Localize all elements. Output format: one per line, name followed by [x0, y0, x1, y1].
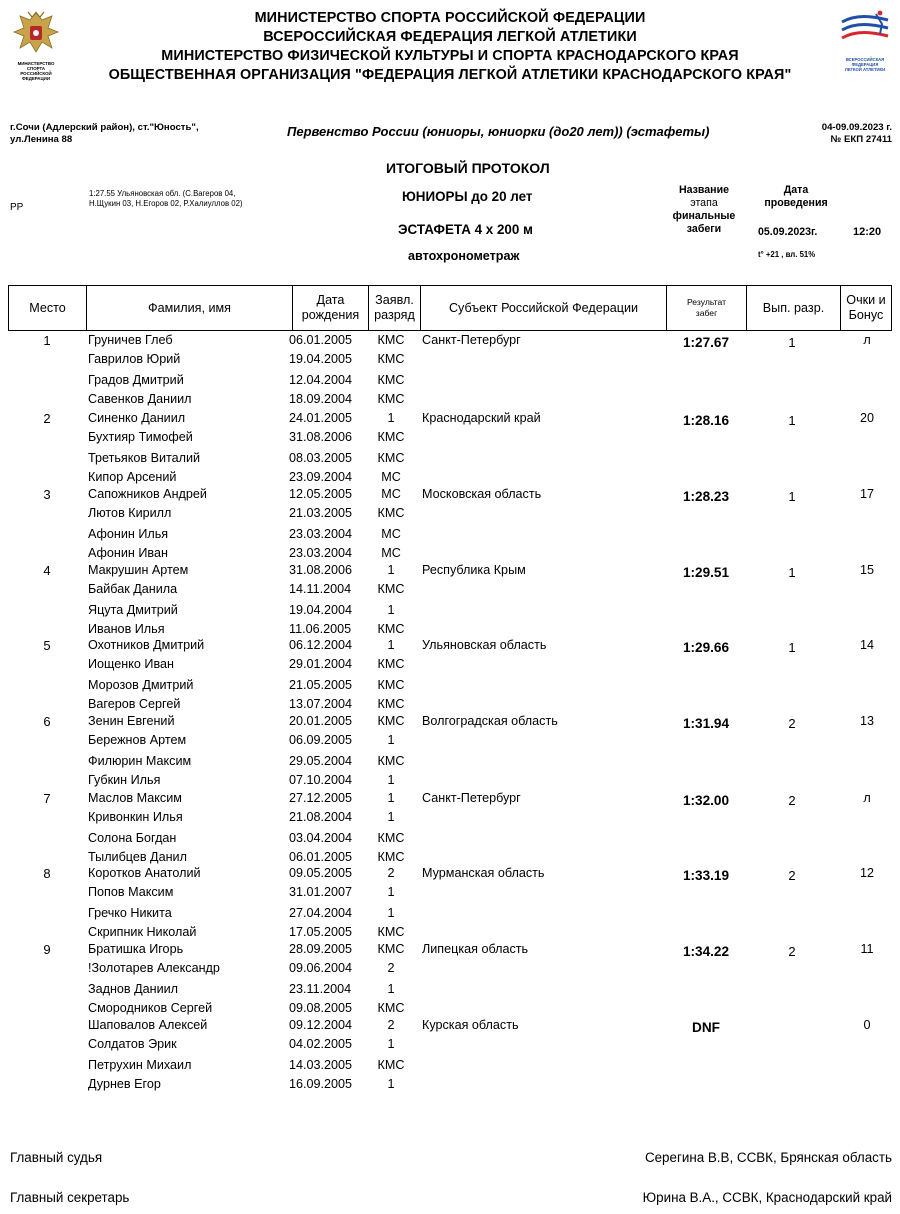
athlete-dob: 06.01.2005	[289, 850, 353, 864]
athlete-rank: КМС	[377, 506, 405, 520]
athlete-rank: МС	[381, 546, 401, 560]
team-region: Липецкая область	[422, 942, 529, 956]
table-row	[0, 470, 900, 488]
event-date-label: Дата проведения	[764, 184, 828, 209]
athlete-dob: 06.12.2004	[289, 638, 353, 652]
table-row	[0, 754, 900, 772]
athlete-rank: КМС	[377, 373, 405, 387]
team-region: Мурманская область	[422, 866, 545, 880]
athlete-name: Губкин Илья	[88, 773, 161, 787]
table-row	[0, 697, 900, 715]
table-row	[0, 982, 900, 1000]
team-place: 7	[43, 791, 51, 806]
table-row	[0, 1058, 900, 1076]
athlete-name: Дурнев Егор	[88, 1077, 161, 1091]
athlete-rank: КМС	[377, 831, 405, 845]
col-dob: Дата рождения	[293, 286, 369, 330]
team-points: 13	[859, 714, 874, 728]
team-vrank: 1	[788, 489, 796, 504]
team-points: л	[863, 333, 871, 347]
athlete-name: Макрушин Артем	[88, 563, 189, 577]
athlete-dob: 19.04.2005	[289, 352, 353, 366]
protocol-title: ИТОГОВЫЙ ПРОТОКОЛ	[386, 160, 550, 176]
table-row	[0, 925, 900, 943]
table-row	[0, 1001, 900, 1019]
team-points: 14	[859, 638, 874, 652]
table-row	[0, 506, 900, 524]
table-row	[0, 487, 900, 505]
athlete-dob: 11.06.2005	[289, 622, 352, 636]
record-holder: 1:27.55 Ульяновская обл. (С.Вагеров 04, Н.Щукин 03, Н.Егоров 02, Р.Халиуллов 02)	[89, 189, 243, 208]
event-name: ЭСТАФЕТА 4 х 200 м	[398, 222, 533, 237]
table-row	[0, 373, 900, 391]
athlete-name: Филюрин Максим	[88, 754, 192, 768]
athlete-dob: 18.09.2004	[289, 392, 353, 406]
athlete-rank: КМС	[377, 451, 405, 465]
athlete-dob: 21.08.2004	[289, 810, 353, 824]
team-region: Ульяновская область	[422, 638, 547, 652]
athlete-name: Коротков Анатолий	[88, 866, 201, 880]
table-row	[0, 866, 900, 884]
chief-secretary-name: Юрина В.А., ССВК, Краснодарский край	[642, 1190, 892, 1205]
team-region: Республика Крым	[422, 563, 526, 577]
table-row	[0, 942, 900, 960]
col-vrank: Вып. разр.	[747, 286, 841, 330]
team-region: Московская область	[422, 487, 542, 501]
table-row	[0, 527, 900, 545]
team-region: Курская область	[422, 1018, 519, 1032]
team-place: 8	[43, 866, 51, 881]
team-points: 11	[860, 942, 874, 956]
table-row	[0, 451, 900, 469]
table-row	[0, 333, 900, 351]
col-result: Результат забег	[667, 286, 747, 330]
team-vrank: 2	[788, 793, 796, 808]
athlete-dob: 06.09.2005	[289, 733, 353, 747]
athlete-dob: 27.04.2004	[289, 906, 353, 920]
team-place: 5	[43, 638, 51, 653]
chief-judge-name: Серегина В.В, ССВК, Брянская область	[644, 1150, 892, 1165]
athlete-rank: КМС	[377, 942, 405, 956]
athlete-rank: 1	[387, 603, 395, 617]
table-row	[0, 352, 900, 370]
athlete-rank: 1	[387, 733, 395, 747]
table-row	[0, 657, 900, 675]
athlete-name: Синенко Даниил	[88, 411, 186, 425]
athlete-name: Афонин Илья	[88, 527, 169, 541]
team-result: 1:29.66	[682, 640, 730, 655]
athlete-dob: 13.07.2004	[289, 697, 353, 711]
athlete-dob: 09.05.2005	[289, 866, 353, 880]
athlete-dob: 09.12.2004	[289, 1018, 353, 1032]
athlete-dob: 29.01.2004	[289, 657, 353, 671]
athlete-rank: МС	[381, 470, 401, 484]
team-points: 15	[859, 563, 874, 577]
table-row	[0, 1077, 900, 1095]
athlete-name: Бережнов Артем	[88, 733, 187, 747]
athlete-rank: КМС	[377, 333, 405, 347]
col-place: Место	[9, 286, 87, 330]
athlete-dob: 31.08.2006	[289, 430, 353, 444]
athlete-dob: 09.06.2004	[289, 961, 353, 975]
athlete-dob: 14.11.2004	[289, 582, 352, 596]
athlete-rank: КМС	[377, 714, 405, 728]
team-vrank: 1	[788, 413, 796, 428]
header-line-ministry: МИНИСТЕРСТВО СПОРТА РОССИЙСКОЙ ФЕДЕРАЦИИ	[254, 10, 646, 26]
record-label: РР	[10, 202, 24, 213]
header-line-krasnodar-ministry: МИНИСТЕРСТВО ФИЗИЧЕСКОЙ КУЛЬТУРЫ И СПОРТА КРАСНОДАРСКОГО КРАЯ	[161, 48, 739, 64]
athlete-name: Яцута Дмитрий	[88, 603, 178, 617]
col-name: Фамилия, имя	[87, 286, 293, 330]
table-row	[0, 791, 900, 809]
athlete-rank: 2	[387, 866, 395, 880]
athlete-dob: 08.03.2005	[289, 451, 353, 465]
athlete-name: Гречко Никита	[88, 906, 172, 920]
athlete-name: Охотников Дмитрий	[88, 638, 205, 652]
team-place: 9	[43, 942, 51, 957]
athlete-name: Тылибцев Данил	[88, 850, 187, 864]
team-region: Санкт-Петербург	[422, 791, 521, 805]
athlete-rank: КМС	[377, 925, 405, 939]
team-vrank: 1	[788, 565, 796, 580]
athlete-dob: 12.05.2005	[289, 487, 353, 501]
col-rank: Заявл. разряд	[369, 286, 421, 330]
athlete-name: Гаврилов Юрий	[88, 352, 181, 366]
table-row	[0, 810, 900, 828]
header-line-federation: ВСЕРОССИЙСКАЯ ФЕДЕРАЦИЯ ЛЕГКОЙ АТЛЕТИКИ	[263, 29, 637, 45]
logo-left-caption: МИНИСТЕРСТВО СПОРТА РОССИЙСКОЙ ФЕДЕРАЦИИ	[17, 61, 55, 81]
athlete-rank: 1	[387, 982, 395, 996]
athlete-rank: 2	[387, 961, 395, 975]
athlete-rank: КМС	[377, 850, 405, 864]
chief-judge-label: Главный судья	[10, 1150, 103, 1165]
athlete-dob: 31.01.2007	[289, 885, 353, 899]
athlete-name: !Золотарев Александр	[88, 961, 220, 975]
athlete-dob: 27.12.2005	[289, 791, 353, 805]
athlete-dob: 03.04.2004	[289, 831, 353, 845]
athlete-name: Братишка Игорь	[88, 942, 184, 956]
athlete-name: Лютов Кирилл	[88, 506, 172, 520]
athlete-dob: 06.01.2005	[289, 333, 353, 347]
table-row	[0, 773, 900, 791]
team-result: 1:27.67	[682, 335, 730, 350]
team-result: 1:33.19	[682, 868, 730, 883]
table-row	[0, 563, 900, 581]
athlete-dob: 23.03.2004	[289, 527, 353, 541]
team-place: 4	[43, 563, 51, 578]
athlete-rank: КМС	[377, 1001, 405, 1015]
athlete-dob: 12.04.2004	[289, 373, 353, 387]
team-place: 2	[43, 411, 51, 426]
athlete-rank: МС	[381, 527, 401, 541]
stage-label: Название этапа финальные забеги	[672, 184, 736, 235]
table-row	[0, 603, 900, 621]
team-points: л	[863, 791, 871, 805]
table-row	[0, 961, 900, 979]
athlete-dob: 24.01.2005	[289, 411, 353, 425]
team-region: Волгоградская область	[422, 714, 558, 728]
athlete-rank: КМС	[377, 754, 405, 768]
team-vrank: 2	[788, 868, 796, 883]
athlete-name: Афонин Иван	[88, 546, 168, 560]
athlete-name: Скрипник Николай	[88, 925, 197, 939]
athlete-rank: КМС	[377, 657, 405, 671]
athlete-rank: 1	[387, 885, 395, 899]
athlete-name: Маслов Максим	[88, 791, 182, 805]
athlete-name: Иванов Илья	[88, 622, 165, 636]
athlete-dob: 07.10.2004	[289, 773, 353, 787]
athlete-rank: 1	[387, 563, 395, 577]
results-table-header	[8, 285, 892, 331]
athlete-name: Третьяков Виталий	[88, 451, 201, 465]
team-vrank: 1	[788, 335, 796, 350]
athlete-name: Вагеров Сергей	[88, 697, 181, 711]
event-date: 05.09.2023г.	[758, 226, 818, 238]
team-result: 1:28.16	[682, 413, 730, 428]
team-place: 6	[43, 714, 51, 729]
athlete-dob: 04.02.2005	[289, 1037, 353, 1051]
col-points: Очки и Бонус	[846, 293, 886, 322]
team-place: 1	[43, 333, 51, 348]
athlete-rank: 2	[387, 1018, 395, 1032]
table-row	[0, 392, 900, 410]
competition-dates: 04-09.09.2023 г. № ЕКП 27411	[821, 122, 892, 145]
table-row	[0, 1037, 900, 1055]
athlete-rank: 1	[387, 906, 395, 920]
event-time: 12:20	[853, 226, 882, 238]
athlete-rank: 1	[387, 1077, 395, 1091]
team-result: 1:28.23	[682, 489, 730, 504]
table-row	[0, 546, 900, 564]
table-row	[0, 831, 900, 849]
team-vrank: 2	[788, 944, 796, 959]
athlete-name: Груничев Глеб	[88, 333, 173, 347]
table-row	[0, 582, 900, 600]
team-result: DNF	[692, 1020, 720, 1035]
athlete-rank: КМС	[377, 678, 405, 692]
athlete-name: Иощенко Иван	[88, 657, 174, 671]
athlete-rank: 1	[387, 810, 395, 824]
athlete-dob: 21.05.2005	[289, 678, 353, 692]
team-points: 12	[859, 866, 874, 880]
athlete-name: Морозов Дмитрий	[88, 678, 194, 692]
table-row	[0, 733, 900, 751]
athlete-name: Байбак Данила	[88, 582, 178, 596]
chief-secretary-label: Главный секретарь	[10, 1190, 130, 1205]
athlete-dob: 29.05.2004	[289, 754, 353, 768]
team-result: 1:34.22	[682, 944, 730, 959]
team-vrank: 1	[788, 640, 796, 655]
table-row	[0, 1018, 900, 1036]
team-result: 1:32.00	[682, 793, 730, 808]
weather: t° +21 , вл. 51%	[758, 250, 816, 259]
athlete-dob: 23.11.2004	[289, 982, 352, 996]
athlete-name: Шаповалов Алексей	[88, 1018, 208, 1032]
athlete-rank: 1	[387, 1037, 395, 1051]
athlete-rank: 1	[387, 411, 395, 425]
competition-title: Первенство России (юниоры, юниорки (до20 лет)) (эстафеты)	[287, 124, 710, 139]
athlete-rank: КМС	[377, 582, 405, 596]
athlete-name: Кривонкин Илья	[88, 810, 183, 824]
athlete-dob: 23.09.2004	[289, 470, 353, 484]
athlete-name: Зенин Евгений	[88, 714, 175, 728]
athlete-dob: 17.05.2005	[289, 925, 353, 939]
table-row	[0, 411, 900, 429]
timing-type: автохронометраж	[408, 249, 520, 263]
logo-right-caption: ВСЕРОССИЙСКАЯ ФЕДЕРАЦИЯ ЛЕГКОЙ АТЛЕТИКИ	[844, 57, 886, 72]
col-region: Субъект Российской Федерации	[421, 286, 667, 330]
athlete-rank: КМС	[377, 392, 405, 406]
athlete-rank: КМС	[377, 352, 405, 366]
team-points: 0	[863, 1018, 871, 1032]
athlete-dob: 31.08.2006	[289, 563, 353, 577]
athlete-dob: 19.04.2004	[289, 603, 353, 617]
table-row	[0, 430, 900, 448]
athlete-rank: КМС	[377, 430, 405, 444]
athlete-name: Бухтияр Тимофей	[88, 430, 193, 444]
athlete-rank: МС	[381, 487, 401, 501]
athlete-name: Сапожников Андрей	[88, 487, 207, 501]
table-row	[0, 885, 900, 903]
table-row	[0, 638, 900, 656]
athlete-rank: КМС	[377, 622, 405, 636]
athlete-dob: 16.09.2005	[289, 1077, 353, 1091]
team-region: Краснодарский край	[422, 411, 541, 425]
athlete-name: Петрухин Михаил	[88, 1058, 192, 1072]
athlete-name: Кипор Арсений	[88, 470, 177, 484]
athlete-dob: 14.03.2005	[289, 1058, 353, 1072]
athlete-name: Савенков Даниил	[88, 392, 192, 406]
venue: г.Сочи (Адлерский район), ст."Юность", ул.Ленина 88	[10, 122, 199, 145]
athlete-rank: 1	[387, 638, 395, 652]
team-place: 3	[43, 487, 51, 502]
category: ЮНИОРЫ до 20 лет	[402, 189, 533, 204]
athlete-name: Солона Богдан	[88, 831, 177, 845]
team-points: 20	[859, 411, 874, 425]
athlete-name: Солдатов Эрик	[88, 1037, 177, 1051]
table-row	[0, 906, 900, 924]
table-row	[0, 678, 900, 696]
athlete-rank: 1	[387, 773, 395, 787]
team-result: 1:29.51	[682, 565, 730, 580]
athlete-dob: 20.01.2005	[289, 714, 353, 728]
team-result: 1:31.94	[682, 716, 730, 731]
athlete-name: Заднов Даниил	[88, 982, 179, 996]
athlete-dob: 09.08.2005	[289, 1001, 353, 1015]
table-row	[0, 714, 900, 732]
team-region: Санкт-Петербург	[422, 333, 521, 347]
team-vrank: 2	[788, 716, 796, 731]
athlete-dob: 28.09.2005	[289, 942, 353, 956]
athlete-name: Градов Дмитрий	[88, 373, 184, 387]
athlete-rank: 1	[387, 791, 395, 805]
athlete-name: Попов Максим	[88, 885, 174, 899]
athlete-dob: 21.03.2005	[289, 506, 353, 520]
athlete-name: Смородников Сергей	[88, 1001, 213, 1015]
athlete-dob: 23.03.2004	[289, 546, 353, 560]
team-points: 17	[859, 487, 874, 501]
header-line-krasnodar-federation: ОБЩЕСТВЕННАЯ ОРГАНИЗАЦИЯ "ФЕДЕРАЦИЯ ЛЕГКОЙ АТЛЕТИКИ КРАСНОДАРСКОГО КРАЯ"	[108, 67, 792, 83]
athlete-rank: КМС	[377, 697, 405, 711]
athlete-rank: КМС	[377, 1058, 405, 1072]
